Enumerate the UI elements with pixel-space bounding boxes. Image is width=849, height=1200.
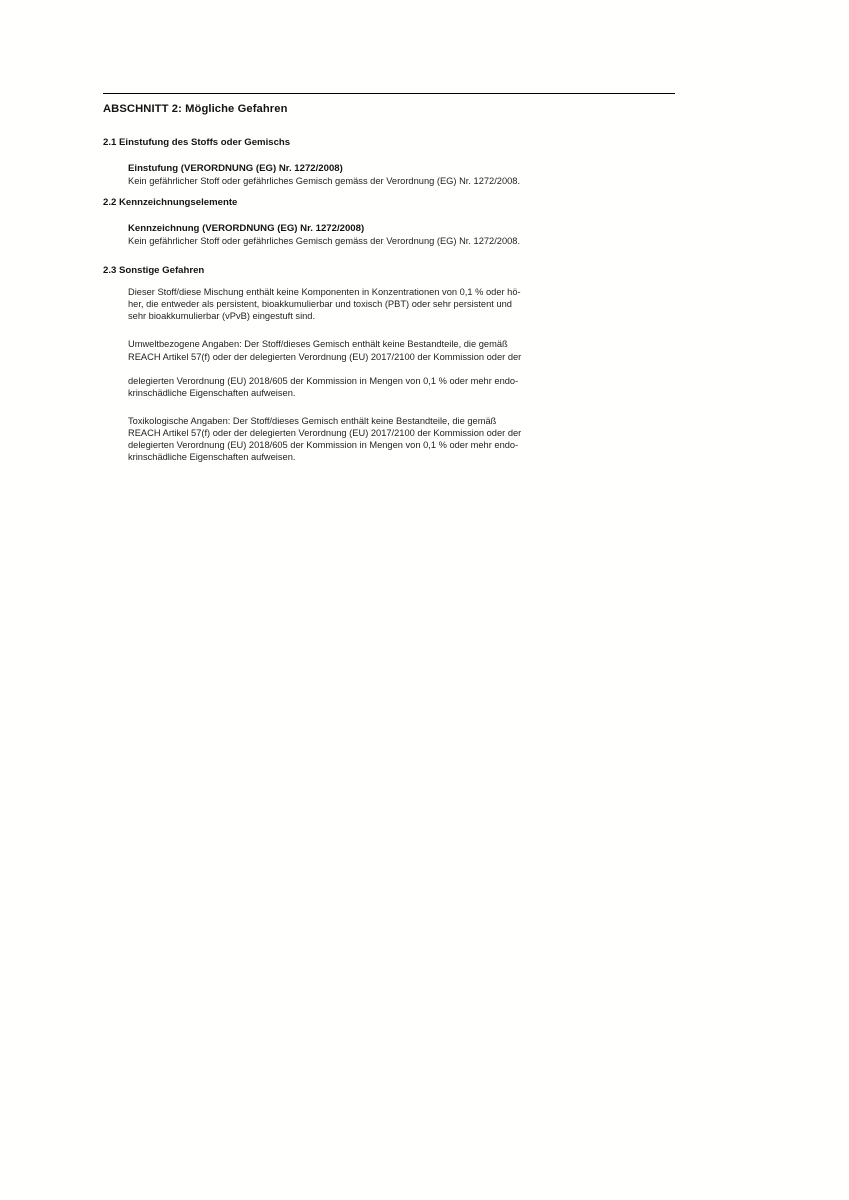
- page-title: ABSCHNITT 2: Mögliche Gefahren: [103, 103, 288, 115]
- subsection-2-2-body: [128, 222, 675, 247]
- paragraph-toxicological-info: [128, 415, 675, 463]
- paragraph-pbt-vpvb: [128, 286, 675, 322]
- subsection-2-2-heading: 2.2 Kennzeichnungselemente: [103, 197, 238, 209]
- subsection-2-3-heading: 2.3 Sonstige Gefahren: [103, 265, 205, 277]
- section-divider-rule: [103, 93, 675, 94]
- paragraph-line: delegierten Verordnung (EU) 2018/605 der Kommission in Mengen von 0,1 % oder mehr endo-: [128, 375, 519, 386]
- paragraph-line: her, die entweder als persistent, bioakkumulierbar und toxisch (PBT) oder sehr persistent und: [128, 299, 512, 310]
- paragraph-line: krinschädliche Eigenschaften aufweisen.: [128, 387, 296, 398]
- subsection-2-2: [103, 197, 675, 247]
- subsection-2-2-subheading: Kennzeichnung (VERORDNUNG (EG) Nr. 1272/2008): [128, 223, 365, 235]
- paragraph-environmental-info-continued: [128, 375, 675, 399]
- subsection-2-1-line: Kein gefährlicher Stoff oder gefährliches Gemisch gemäss der Verordnung (EG) Nr. 1272/2008.: [128, 176, 521, 186]
- paragraph-line: sehr bioakkumulierbar (vPvB) eingestuft sind.: [128, 311, 316, 322]
- paragraph-environmental-info: [128, 338, 675, 362]
- paragraph-line: Umweltbezogene Angaben: Der Stoff/dieses Gemisch enthält keine Bestandteile, die gemäß: [128, 339, 508, 350]
- subsection-2-1-body: [128, 162, 675, 187]
- paragraph-line: krinschädliche Eigenschaften aufweisen.: [128, 452, 296, 463]
- paragraph-line: Dieser Stoff/diese Mischung enthält keine Komponenten in Konzentrationen von 0,1 % oder hö-: [128, 287, 521, 298]
- subsection-2-1-subheading: Einstufung (VERORDNUNG (EG) Nr. 1272/2008): [128, 163, 343, 174]
- paragraph-line: delegierten Verordnung (EU) 2018/605 der Kommission in Mengen von 0,1 % oder mehr endo-: [128, 440, 519, 451]
- subsection-2-3: [103, 265, 675, 463]
- paragraph-line: REACH Artikel 57(f) oder der delegierten Verordnung (EU) 2017/2100 der Kommission oder der: [128, 351, 522, 362]
- subsection-2-2-line: Kein gefährlicher Stoff oder gefährliches Gemisch gemäss der Verordnung (EG) Nr. 1272/2008.: [128, 236, 521, 247]
- subsection-2-1: [103, 137, 675, 187]
- paragraph-line: REACH Artikel 57(f) oder der delegierten Verordnung (EU) 2017/2100 der Kommission oder der: [128, 427, 522, 438]
- subsection-2-3-body: [128, 286, 675, 463]
- document-content: [103, 93, 675, 463]
- paragraph-line: Toxikologische Angaben: Der Stoff/dieses Gemisch enthält keine Bestandteile, die gemäß: [128, 415, 497, 426]
- subsection-2-1-heading: 2.1 Einstufung des Stoffs oder Gemischs: [103, 137, 291, 148]
